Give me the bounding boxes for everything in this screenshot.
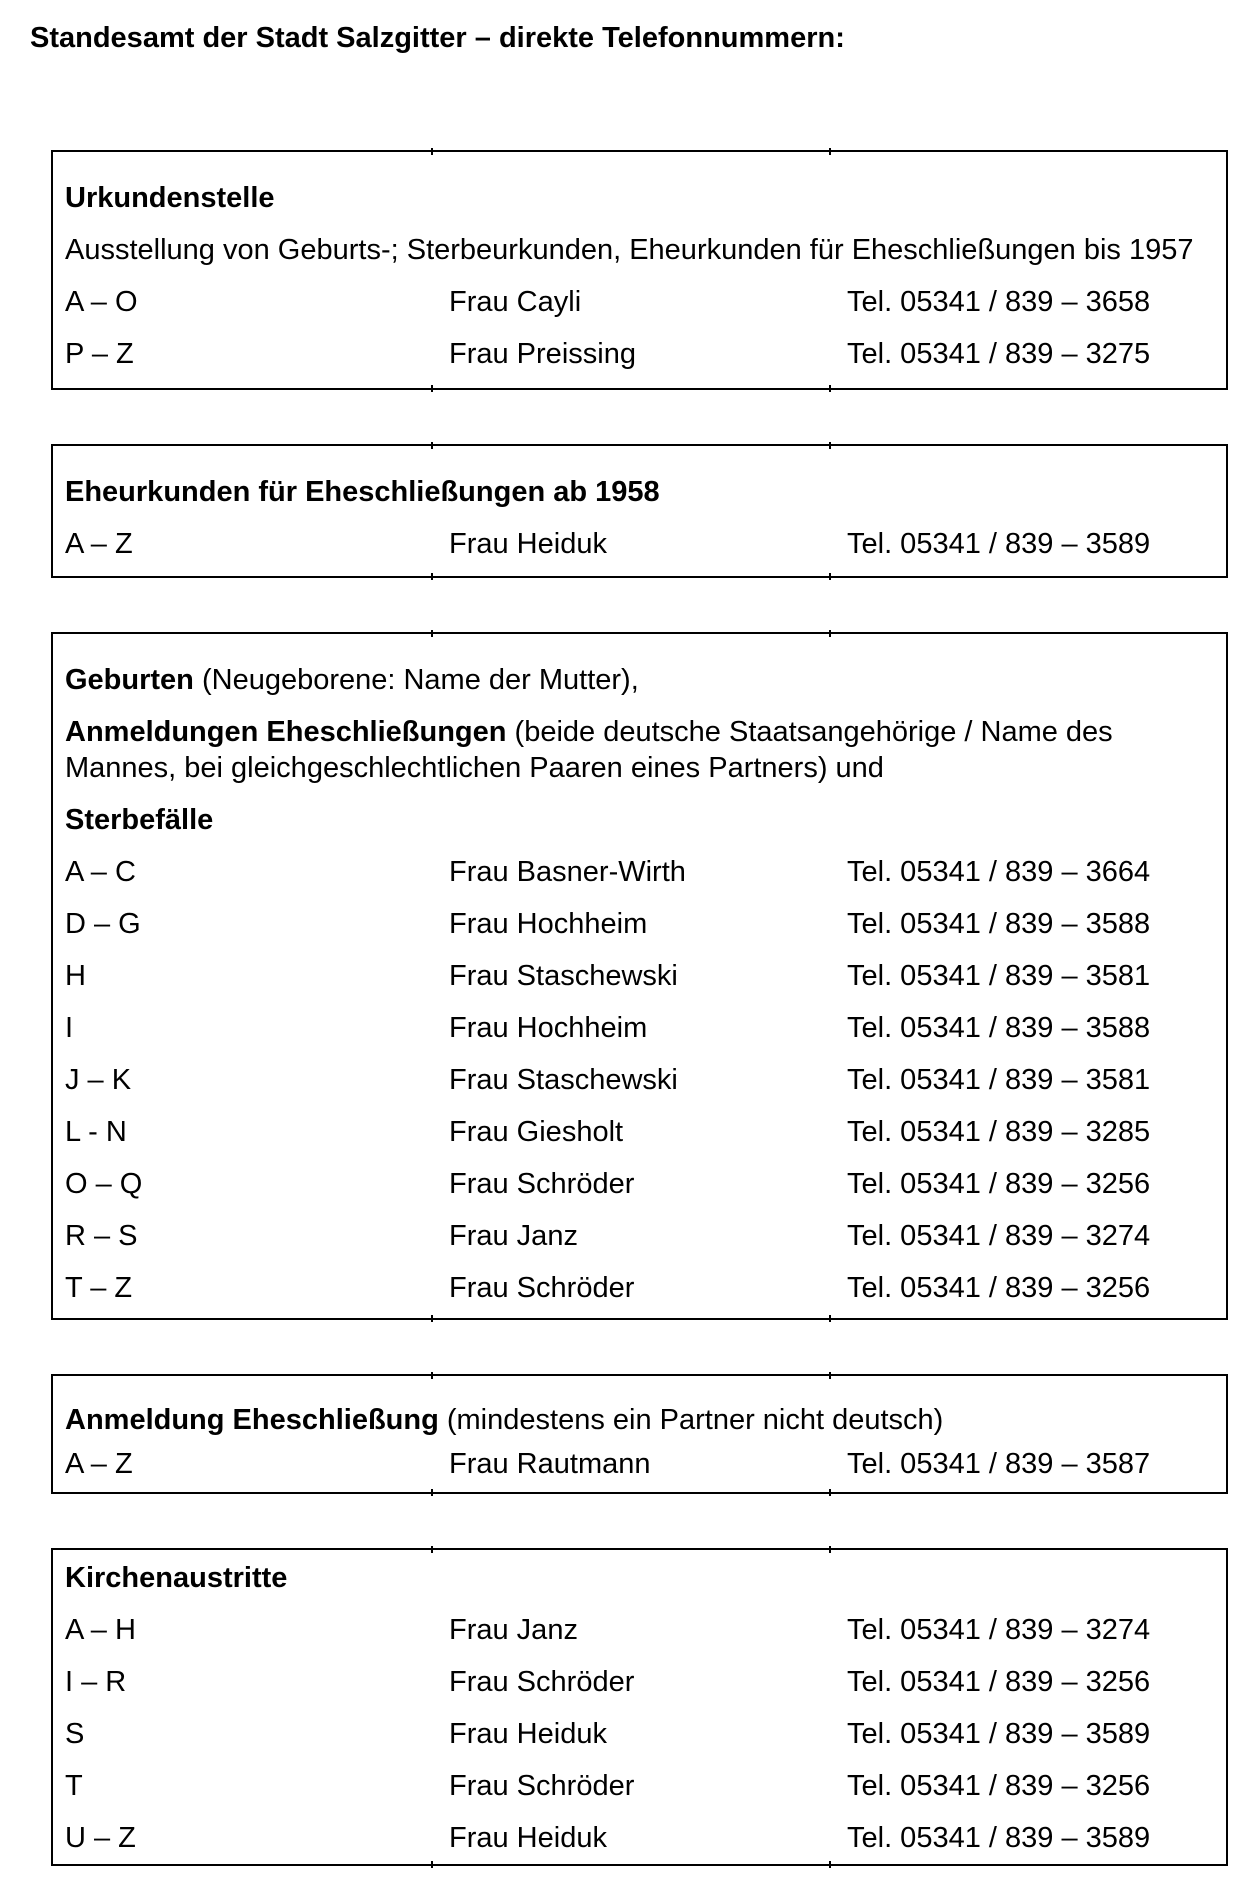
cell-divider-tick — [431, 442, 433, 449]
cell-divider-tick — [829, 1546, 831, 1553]
phone-number-cell: Tel. 05341 / 839 – 3589 — [847, 528, 1151, 560]
contact-name-cell: Frau Staschewski — [449, 960, 678, 992]
contact-name-cell: Frau Schröder — [449, 1272, 635, 1304]
section-rows — [65, 1438, 1214, 1490]
contact-name-cell: Frau Staschewski — [449, 1064, 678, 1096]
letter-range-cell: T – Z — [65, 1272, 133, 1304]
heading-bold-text: Kirchenaustritte — [65, 1562, 288, 1594]
letter-range-cell: P – Z — [65, 338, 134, 370]
contact-row — [65, 518, 1214, 570]
contact-row — [65, 1158, 1214, 1210]
phone-number-cell: Tel. 05341 / 839 – 3285 — [847, 1116, 1151, 1148]
letter-range-cell: O – Q — [65, 1168, 143, 1200]
heading-regular-text: (Neugeborene: Name der Mutter), — [193, 664, 639, 696]
cell-divider-tick — [431, 1372, 433, 1379]
letter-range-cell: A – O — [65, 286, 138, 318]
contact-name-cell: Frau Schröder — [449, 1770, 635, 1802]
heading-bold-text: Geburten — [65, 664, 194, 696]
letter-range-cell: I – R — [65, 1666, 127, 1698]
phone-number-cell: Tel. 05341 / 839 – 3664 — [847, 856, 1151, 888]
cell-divider-tick — [829, 442, 831, 449]
section-urkundenstelle — [51, 150, 1228, 390]
phone-number-cell: Tel. 05341 / 839 – 3588 — [847, 908, 1151, 940]
cell-divider-tick — [829, 573, 831, 580]
phone-number-cell: Tel. 05341 / 839 – 3587 — [847, 1448, 1151, 1480]
phone-number-cell: Tel. 05341 / 839 – 3581 — [847, 960, 1151, 992]
phone-number-cell: Tel. 05341 / 839 – 3274 — [847, 1220, 1151, 1252]
contact-name-cell: Frau Heiduk — [449, 528, 607, 560]
contact-name-cell: Frau Schröder — [449, 1168, 635, 1200]
contact-name-cell: Frau Preissing — [449, 338, 636, 370]
contact-row — [65, 1438, 1214, 1490]
phone-number-cell: Tel. 05341 / 839 – 3256 — [847, 1272, 1151, 1304]
letter-range-cell: I — [65, 1012, 74, 1044]
phone-number-cell: Tel. 05341 / 839 – 3658 — [847, 286, 1151, 318]
contact-row — [65, 898, 1214, 950]
section-kirchenaustritte — [51, 1548, 1228, 1866]
heading-bold-text: Urkundenstelle — [65, 182, 275, 214]
phone-number-cell: Tel. 05341 / 839 – 3589 — [847, 1822, 1151, 1854]
contact-row — [65, 276, 1214, 328]
cell-divider-tick — [431, 573, 433, 580]
section-anmeldung-eheschliessung-nicht-deutsch — [51, 1374, 1228, 1494]
section-heading — [65, 1402, 1214, 1438]
sections-container — [51, 150, 1228, 1866]
letter-range-cell: R – S — [65, 1220, 138, 1252]
contact-name-cell: Frau Hochheim — [449, 908, 648, 940]
heading-bold-text: Sterbefälle — [65, 804, 214, 836]
contact-row — [65, 328, 1214, 380]
contact-name-cell: Frau Heiduk — [449, 1822, 607, 1854]
cell-divider-tick — [829, 385, 831, 392]
heading-regular-text: Mannes, bei gleichgeschlechtlichen Paaren eines Partners) und — [65, 752, 884, 784]
heading-bold-text: Anmeldungen Eheschließungen — [65, 716, 507, 748]
cell-divider-tick — [431, 630, 433, 637]
contact-row — [65, 1604, 1214, 1656]
heading-regular-text: Ausstellung von Geburts-; Sterbeurkunden, Eheurkunden für Eheschließungen bis 1957 — [65, 234, 1194, 266]
cell-divider-tick — [431, 385, 433, 392]
section-heading — [65, 1560, 1214, 1596]
cell-divider-tick — [829, 148, 831, 155]
heading-regular-text: (mindestens ein Partner nicht deutsch) — [438, 1404, 944, 1436]
heading-line — [65, 180, 1214, 216]
contact-name-cell: Frau Rautmann — [449, 1448, 651, 1480]
heading-line — [65, 1560, 1214, 1596]
letter-range-cell: S — [65, 1718, 85, 1750]
contact-name-cell: Frau Janz — [449, 1220, 578, 1252]
cell-divider-tick — [829, 630, 831, 637]
letter-range-cell: U – Z — [65, 1822, 136, 1854]
contact-row — [65, 950, 1214, 1002]
cell-divider-tick — [431, 1861, 433, 1868]
cell-divider-tick — [829, 1861, 831, 1868]
section-geburten-anmeldungen-sterbefaelle — [51, 632, 1228, 1320]
phone-number-cell: Tel. 05341 / 839 – 3581 — [847, 1064, 1151, 1096]
section-rows — [65, 1604, 1214, 1864]
heading-line — [65, 474, 1214, 510]
section-heading — [65, 662, 1214, 838]
phone-number-cell: Tel. 05341 / 839 – 3588 — [847, 1012, 1151, 1044]
cell-divider-tick — [431, 1315, 433, 1322]
contact-name-cell: Frau Cayli — [449, 286, 582, 318]
cell-divider-tick — [431, 1489, 433, 1496]
contact-row — [65, 1262, 1214, 1314]
heading-line — [65, 662, 1214, 698]
page-title: Standesamt der Stadt Salzgitter – direkte Telefonnummern: — [30, 22, 845, 54]
cell-divider-tick — [431, 148, 433, 155]
section-rows — [65, 276, 1214, 380]
contact-row — [65, 1002, 1214, 1054]
section-heading — [65, 180, 1214, 268]
letter-range-cell: J – K — [65, 1064, 132, 1096]
contact-row — [65, 1708, 1214, 1760]
section-rows — [65, 846, 1214, 1314]
contact-name-cell: Frau Schröder — [449, 1666, 635, 1698]
contact-name-cell: Frau Heiduk — [449, 1718, 607, 1750]
heading-bold-text: Eheurkunden für Eheschließungen ab 1958 — [65, 476, 660, 508]
contact-row — [65, 1106, 1214, 1158]
document-page — [0, 20, 1255, 1887]
contact-row — [65, 846, 1214, 898]
letter-range-cell: A – H — [65, 1614, 136, 1646]
heading-line — [65, 714, 1214, 750]
contact-row — [65, 1760, 1214, 1812]
contact-name-cell: Frau Giesholt — [449, 1116, 624, 1148]
phone-number-cell: Tel. 05341 / 839 – 3274 — [847, 1614, 1151, 1646]
cell-divider-tick — [829, 1315, 831, 1322]
letter-range-cell: A – Z — [65, 1448, 133, 1480]
contact-name-cell: Frau Hochheim — [449, 1012, 648, 1044]
cell-divider-tick — [829, 1489, 831, 1496]
heading-bold-text: Anmeldung Eheschließung — [65, 1404, 439, 1436]
contact-row — [65, 1054, 1214, 1106]
section-eheurkunden-ab-1958 — [51, 444, 1228, 578]
letter-range-cell: H — [65, 960, 86, 992]
phone-number-cell: Tel. 05341 / 839 – 3275 — [847, 338, 1151, 370]
contact-row — [65, 1656, 1214, 1708]
heading-line — [65, 1402, 1214, 1438]
heading-line — [65, 750, 1214, 786]
letter-range-cell: D – G — [65, 908, 141, 940]
contact-row — [65, 1210, 1214, 1262]
section-rows — [65, 518, 1214, 570]
letter-range-cell: L - N — [65, 1116, 127, 1148]
letter-range-cell: A – C — [65, 856, 136, 888]
heading-regular-text: (beide deutsche Staatsangehörige / Name des — [506, 716, 1113, 748]
heading-line — [65, 232, 1214, 268]
phone-number-cell: Tel. 05341 / 839 – 3589 — [847, 1718, 1151, 1750]
contact-row — [65, 1812, 1214, 1864]
phone-number-cell: Tel. 05341 / 839 – 3256 — [847, 1770, 1151, 1802]
letter-range-cell: A – Z — [65, 528, 133, 560]
phone-number-cell: Tel. 05341 / 839 – 3256 — [847, 1666, 1151, 1698]
letter-range-cell: T — [65, 1770, 83, 1802]
contact-name-cell: Frau Basner-Wirth — [449, 856, 686, 888]
heading-line — [65, 802, 1214, 838]
cell-divider-tick — [829, 1372, 831, 1379]
section-heading — [65, 474, 1214, 510]
cell-divider-tick — [431, 1546, 433, 1553]
contact-name-cell: Frau Janz — [449, 1614, 578, 1646]
phone-number-cell: Tel. 05341 / 839 – 3256 — [847, 1168, 1151, 1200]
